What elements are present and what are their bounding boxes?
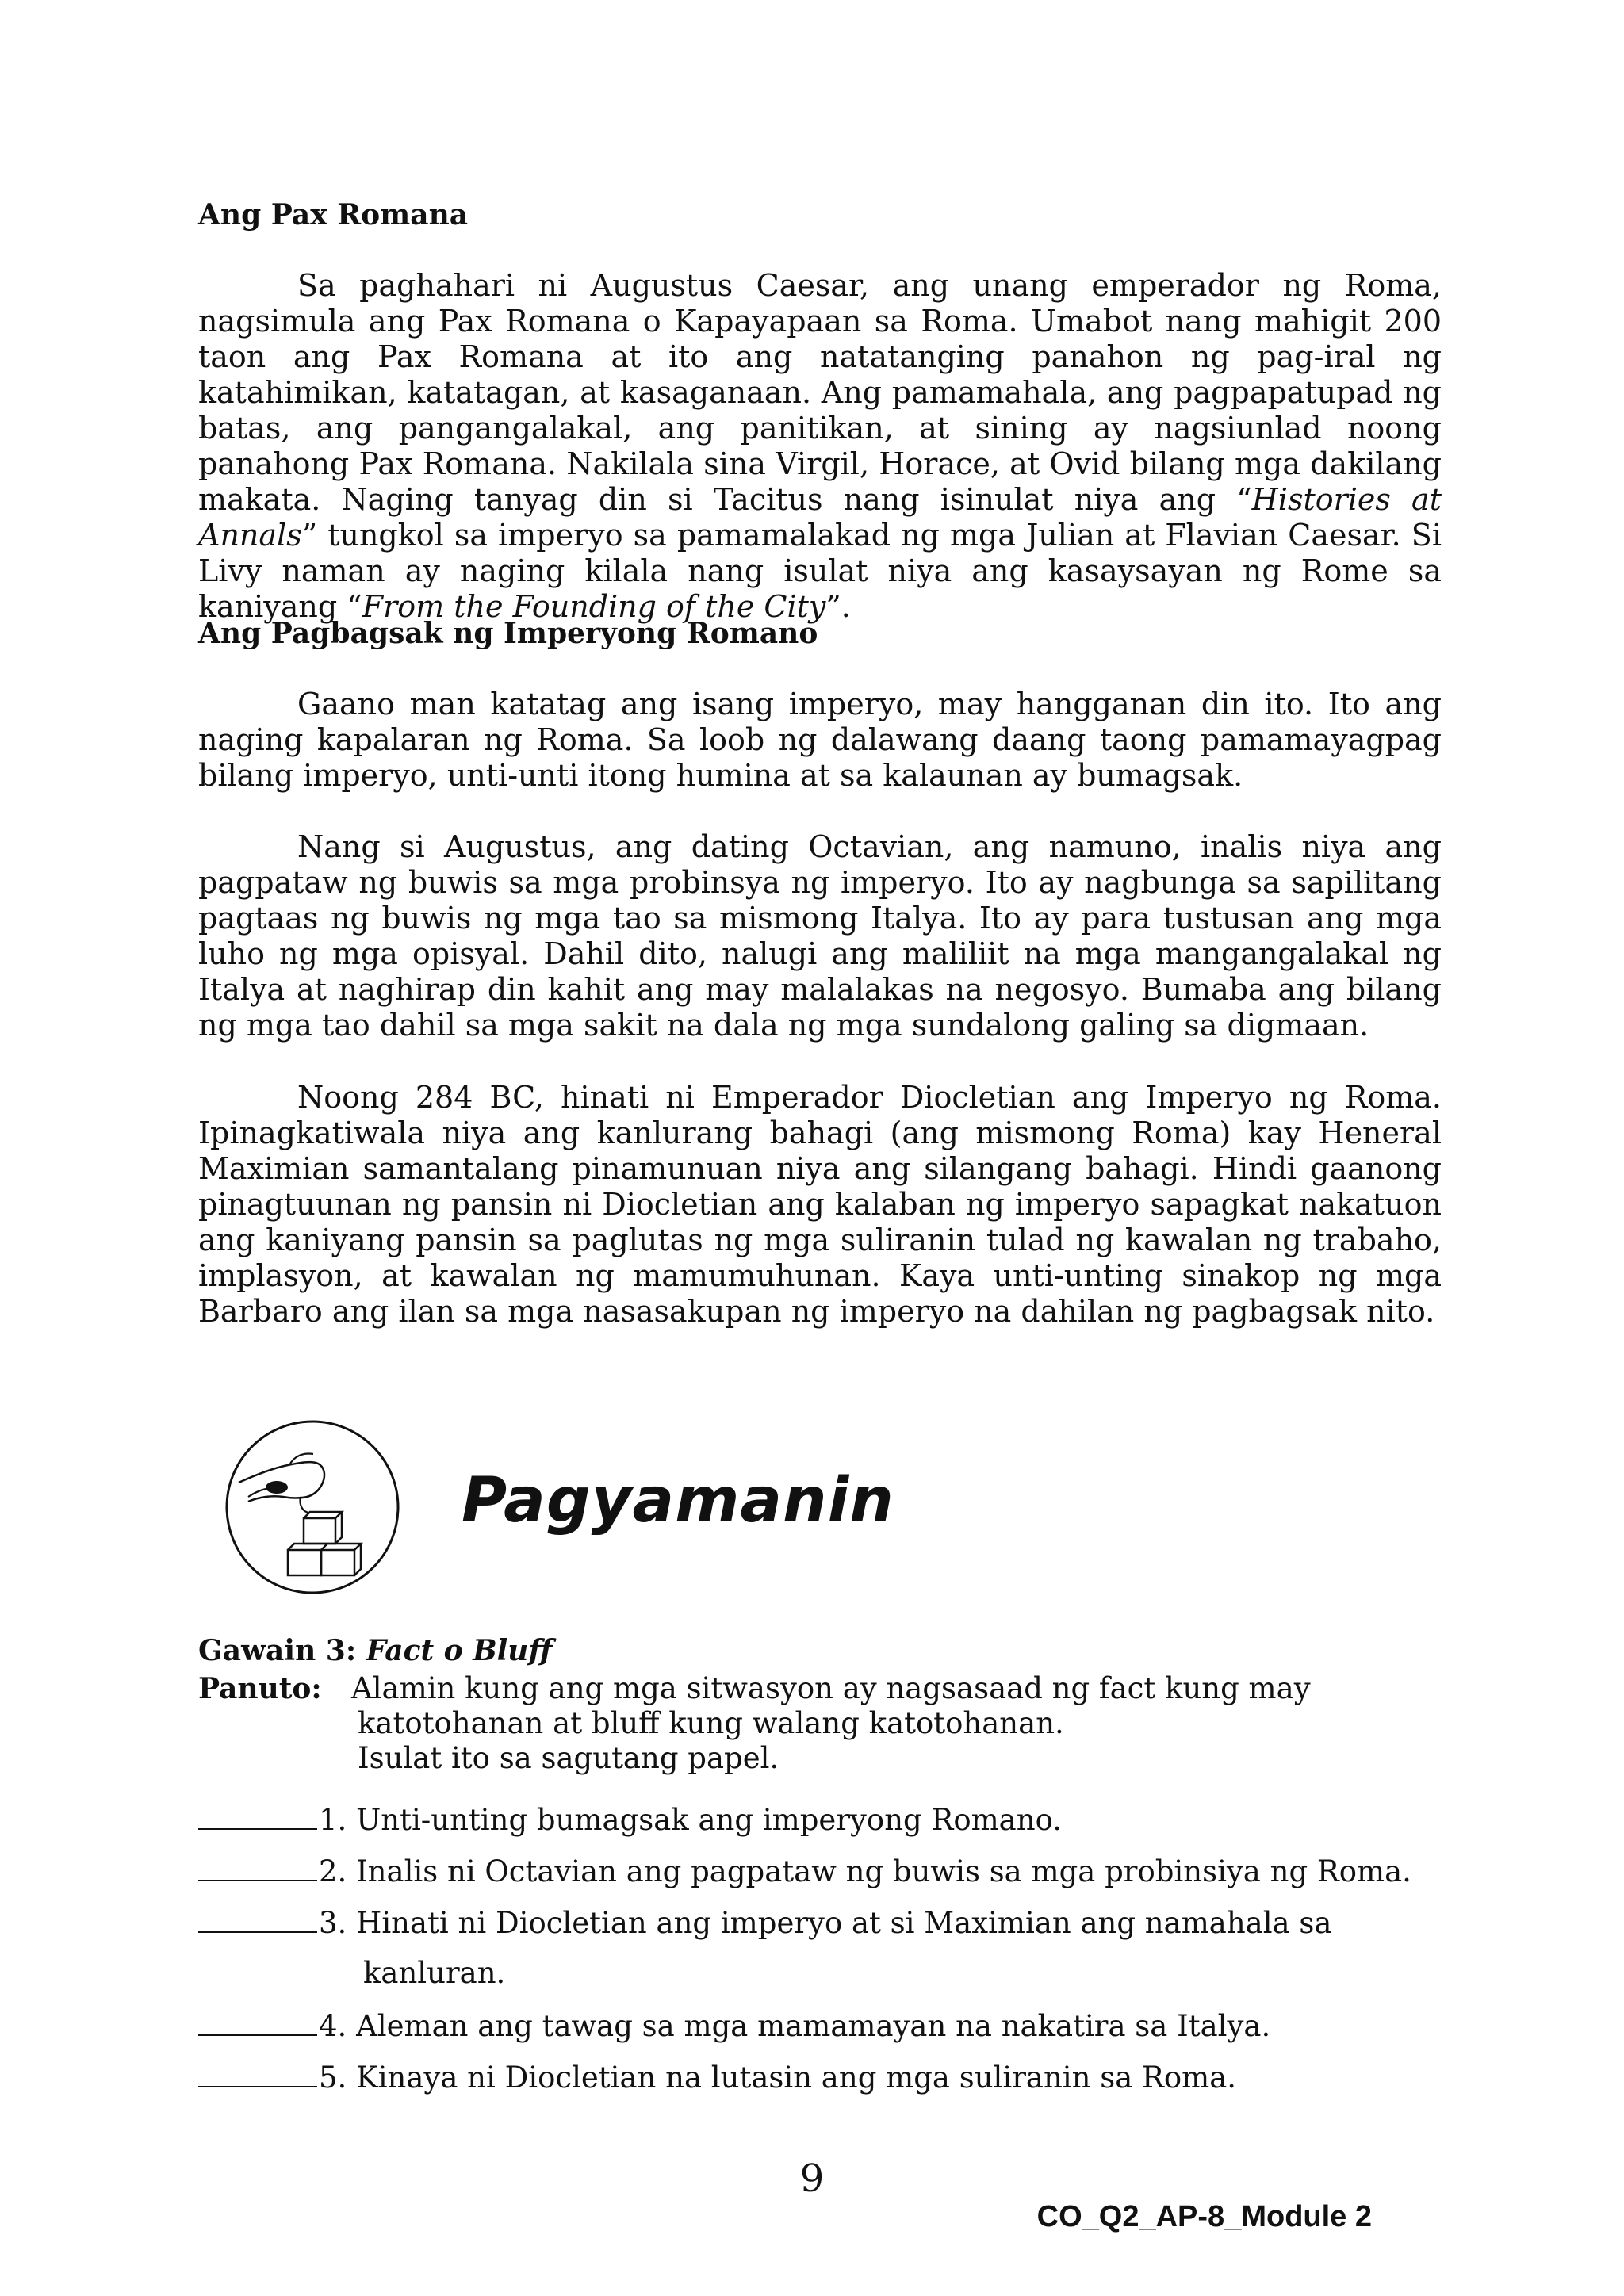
instruction-text	[351, 1671, 1382, 1776]
hand-stacking-blocks-icon	[224, 1419, 400, 1595]
activity-subtitle: Fact o Bluff	[366, 1634, 553, 1667]
answer-blank[interactable]	[198, 1853, 317, 1881]
block-shape	[321, 1550, 354, 1575]
instruction-line: katotohanan at bluff kung walang katotohanan.	[358, 1706, 1064, 1740]
title-from-the-founding: From the Founding of the City	[362, 589, 826, 624]
page-number: 9	[799, 2156, 825, 2201]
instruction-line: Isulat ito sa sagutang papel.	[358, 1741, 779, 1775]
section-heading-pagbagsak: Ang Pagbagsak ng Imperyong Romano	[198, 617, 818, 650]
section-title-pagyamanin: Pagyamanin	[462, 1465, 894, 1536]
paragraph-pax-romana	[198, 268, 1442, 625]
answer-blank[interactable]	[198, 2059, 317, 2087]
activity-label	[198, 1633, 552, 1668]
item-text: 5. Kinaya ni Diocletian na lutasin ang mga suliranin sa Roma.	[319, 2061, 1237, 2095]
list-item	[198, 1853, 1411, 1889]
paragraph-pagbagsak-2: Nang si Augustus, ang dating Octavian, ang namuno, inalis niya ang pagpataw ng buwis sa mga probinsya ng imperyo. Ito ay nagbunga sa sapilitang pagtaas ng buwis ng mga tao sa mismong Italya. Ito ay para tustusan ang mga luho ng mga opisyal. Dahil dito, nalugi ang maliliit na mga mangangalakal ng Italya at naghirap din kahit ang may malalakas na negosyo. Bumaba ang bilang ng mga tao dahil sa mga sakit na dala ng mga sundalong galing sa digmaan.	[198, 829, 1442, 1043]
item-continuation: kanluran.	[363, 1956, 506, 1990]
answer-blank[interactable]	[198, 1801, 317, 1830]
item-text: 3. Hinati ni Diocletian ang imperyo at si Maximian ang namahala sa	[319, 1906, 1332, 1940]
instruction-line: Alamin kung ang mga sitwasyon ay nagsasaad ng fact kung may	[351, 1671, 1311, 1705]
instruction-label: Panuto:	[198, 1672, 322, 1705]
section-heading-pax-romana: Ang Pax Romana	[198, 198, 469, 232]
item-text: 1. Unti-unting bumagsak ang imperyong Romano.	[319, 1803, 1062, 1837]
list-item	[198, 2007, 1270, 2044]
list-item	[198, 2059, 1236, 2095]
answer-blank[interactable]	[198, 2007, 317, 2036]
item-text: 4. Aleman ang tawag sa mga mamamayan na nakatira sa Italya.	[319, 2009, 1271, 2043]
text-span: Sa paghahari ni Augustus Caesar, ang unang emperador ng Roma, nagsimula ang Pax Romana o Kapayapaan sa Roma. Umabot nang mahigit 200 taon ang Pax Romana at ito ang natatanging panahon ng pag-iral ng katahimikan, katatagan, at kasaganaan. Ang pamamahala, ang pagpapatupad ng batas, ang pangangalakal, ang panitikan, at sining ay nagsiunlad noong panahong Pax Romana. Nakilala sina Virgil, Horace, at Ovid bilang mga dakilang makata. Naging tanyag din si Tacitus nang isinulat niya ang “	[198, 268, 1442, 517]
module-code: CO_Q2_AP-8_Module 2	[1036, 2200, 1372, 2233]
list-item	[198, 1904, 1331, 1941]
activity-number: Gawain 3:	[198, 1634, 357, 1667]
paragraph-pagbagsak-1: Gaano man katatag ang isang imperyo, may hangganan din ito. Ito ang naging kapalaran ng Roma. Sa loob ng dalawang daang taong pamamayagpag bilang imperyo, unti-unti itong humina at sa kalaunan ay bumagsak.	[198, 687, 1442, 793]
item-text: 2. Inalis ni Octavian ang pagpataw ng buwis sa mga probinsiya ng Roma.	[319, 1854, 1411, 1888]
paragraph-pagbagsak-3: Noong 284 BC, hinati ni Emperador Diocletian ang Imperyo ng Roma. Ipinagkatiwala niya ang kanlurang bahagi (ang mismong Roma) kay Heneral Maximian samantalang pinamunuan niya ang silangang bahagi. Hindi gaanong pinagtuunan ng pansin ni Diocletian ang kalaban ng imperyo sapagkat nakatuon ang kaniyang pansin sa paglutas ng mga suliranin tulad ng kawalan ng trabaho, implasyon, at kawalan ng mamumuhunan. Kaya unti-unting sinakop ng mga Barbaro ang ilan sa mga nasasakupan ng imperyo na dahilan ng pagbagsak nito.	[198, 1080, 1442, 1329]
text-span: ” tungkol sa imperyo sa pamamalakad ng mga Julian at Flavian Caesar. Si Livy naman ay naging kilala nang isulat niya ang kasaysayan ng Rome sa kaniyang “	[198, 518, 1442, 624]
block-shape	[304, 1518, 335, 1544]
answer-blank[interactable]	[198, 1904, 317, 1933]
list-item	[198, 1801, 1062, 1838]
block-shape	[288, 1550, 321, 1575]
text-span: ”.	[825, 589, 851, 624]
title-histories-at-annals: Histories at Annals	[198, 482, 1442, 553]
